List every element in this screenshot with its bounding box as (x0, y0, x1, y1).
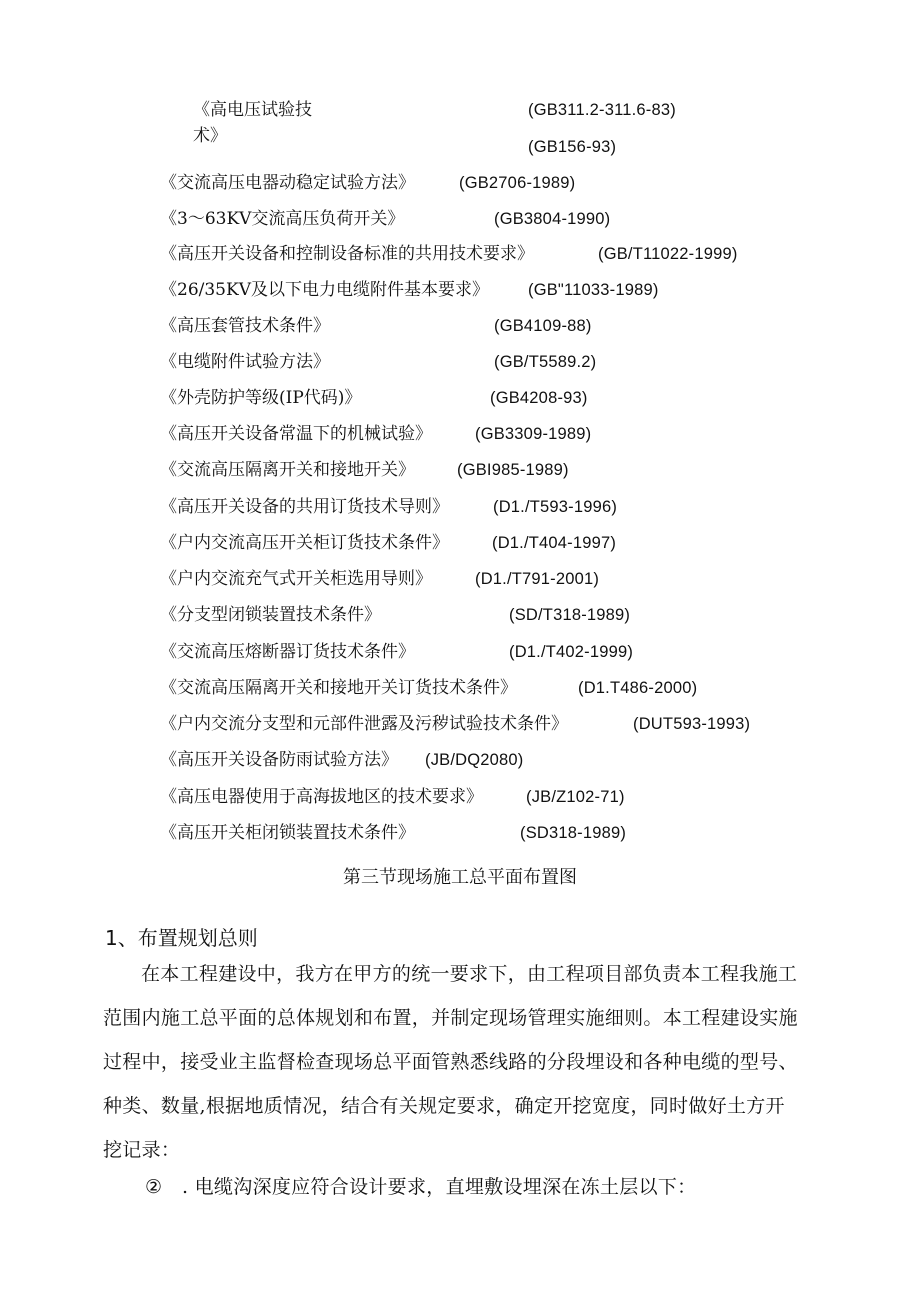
standard-code: (D1./T593-1996) (493, 498, 618, 516)
standard-name: 《3～63KV交流高压负荷开关》 (160, 209, 405, 229)
standard-code: (GB3804-1990) (494, 210, 611, 228)
standard-code: (D1.T486-2000) (578, 679, 698, 697)
standard-name: 《高压开关柜闭锁装置技术条件》 (160, 823, 415, 843)
list-item-text: . 电缆沟深度应符合设计要求，直埋敷设埋深在冻土层以下： (182, 1176, 697, 1198)
standard-name: 《户内交流充气式开关柜选用导则》 (160, 569, 432, 589)
standard-name: 《外壳防护等级(IP代码)》 (160, 388, 362, 408)
section-title: 第三节现场施工总平面布置图 (343, 867, 577, 888)
paragraph-line: 在本工程建设中，我方在甲方的统一要求下，由工程项目部负责本工程我施工 (141, 963, 798, 985)
standard-code: (GB/T11022-1999) (598, 245, 738, 263)
standard-code: (GB156-93) (528, 138, 617, 156)
standard-name: 《电缆附件试验方法》 (160, 352, 330, 372)
standard-code: (GB311.2-311.6-83) (528, 101, 676, 119)
standard-name: 《户内交流高压开关柜订货技术条件》 (160, 533, 449, 553)
standard-code: (GB/T5589.2) (494, 353, 597, 371)
standard-name: 《高压开关设备常温下的机械试验》 (160, 424, 432, 444)
standard-code: (D1./T404-1997) (492, 534, 617, 552)
paragraph-line: 挖记录： (103, 1139, 181, 1161)
standard-name: 《户内交流分支型和元部件泄露及污秽试验技术条件》 (160, 714, 568, 734)
standard-code: (SD/T318-1989) (509, 606, 631, 624)
standard-name: 《交流高压电器动稳定试验方法》 (160, 173, 415, 193)
standard-name: 《交流高压隔离开关和接地开关》 (160, 460, 415, 480)
paragraph-line: 范围内施工总平面的总体规划和布置，并制定现场管理实施细则。本工程建设实施 (103, 1007, 798, 1029)
paragraph-line: 过程中，接受业主监督检查现场总平面管熟悉线路的分段埋设和各种电缆的型号、 (103, 1051, 798, 1073)
standard-code: (JB/Z102-71) (526, 788, 625, 806)
standard-code: (GB"11033-1989) (528, 281, 659, 299)
standard-code: (SD318-1989) (520, 824, 627, 842)
standard-code: (JB/DQ2080) (425, 751, 524, 769)
standard-name: 《高压套管技术条件》 (160, 316, 330, 336)
standard-name: 《26/35KV及以下电力电缆附件基本要求》 (160, 280, 489, 300)
standard-name: 《高电压试验技 (193, 100, 312, 120)
standard-code: (GB3309-1989) (475, 425, 592, 443)
standard-name: 《交流高压隔离开关和接地开关订货技术条件》 (160, 678, 517, 698)
standard-code: (DUT593-1993) (633, 715, 751, 733)
standard-name-continued: 术》 (193, 126, 227, 146)
standard-name: 《高压开关设备的共用订货技术导则》 (160, 497, 449, 517)
standard-name: 《高压开关设备防雨试验方法》 (160, 750, 398, 770)
section-heading: 1、布置规划总则 (105, 926, 258, 950)
list-item-marker: ② (145, 1176, 163, 1198)
standard-code: (GB4208-93) (490, 389, 588, 407)
standard-code: (D1./T402-1999) (509, 643, 634, 661)
standard-name: 《高压电器使用于高海拔地区的技术要求》 (160, 787, 483, 807)
paragraph-line: 种类、数量,根据地质情况，结合有关规定要求，确定开挖宽度，同时做好土方开 (103, 1095, 785, 1117)
standard-name: 《高压开关设备和控制设备标准的共用技术要求》 (160, 244, 534, 264)
standard-name: 《交流高压熔断器订货技术条件》 (160, 642, 415, 662)
standard-code: (GB2706-1989) (459, 174, 576, 192)
standard-code: (D1./T791-2001) (475, 570, 600, 588)
standard-code: (GB4109-88) (494, 317, 592, 335)
standard-code: (GBI985-1989) (457, 461, 569, 479)
standard-name: 《分支型闭锁装置技术条件》 (160, 605, 381, 625)
